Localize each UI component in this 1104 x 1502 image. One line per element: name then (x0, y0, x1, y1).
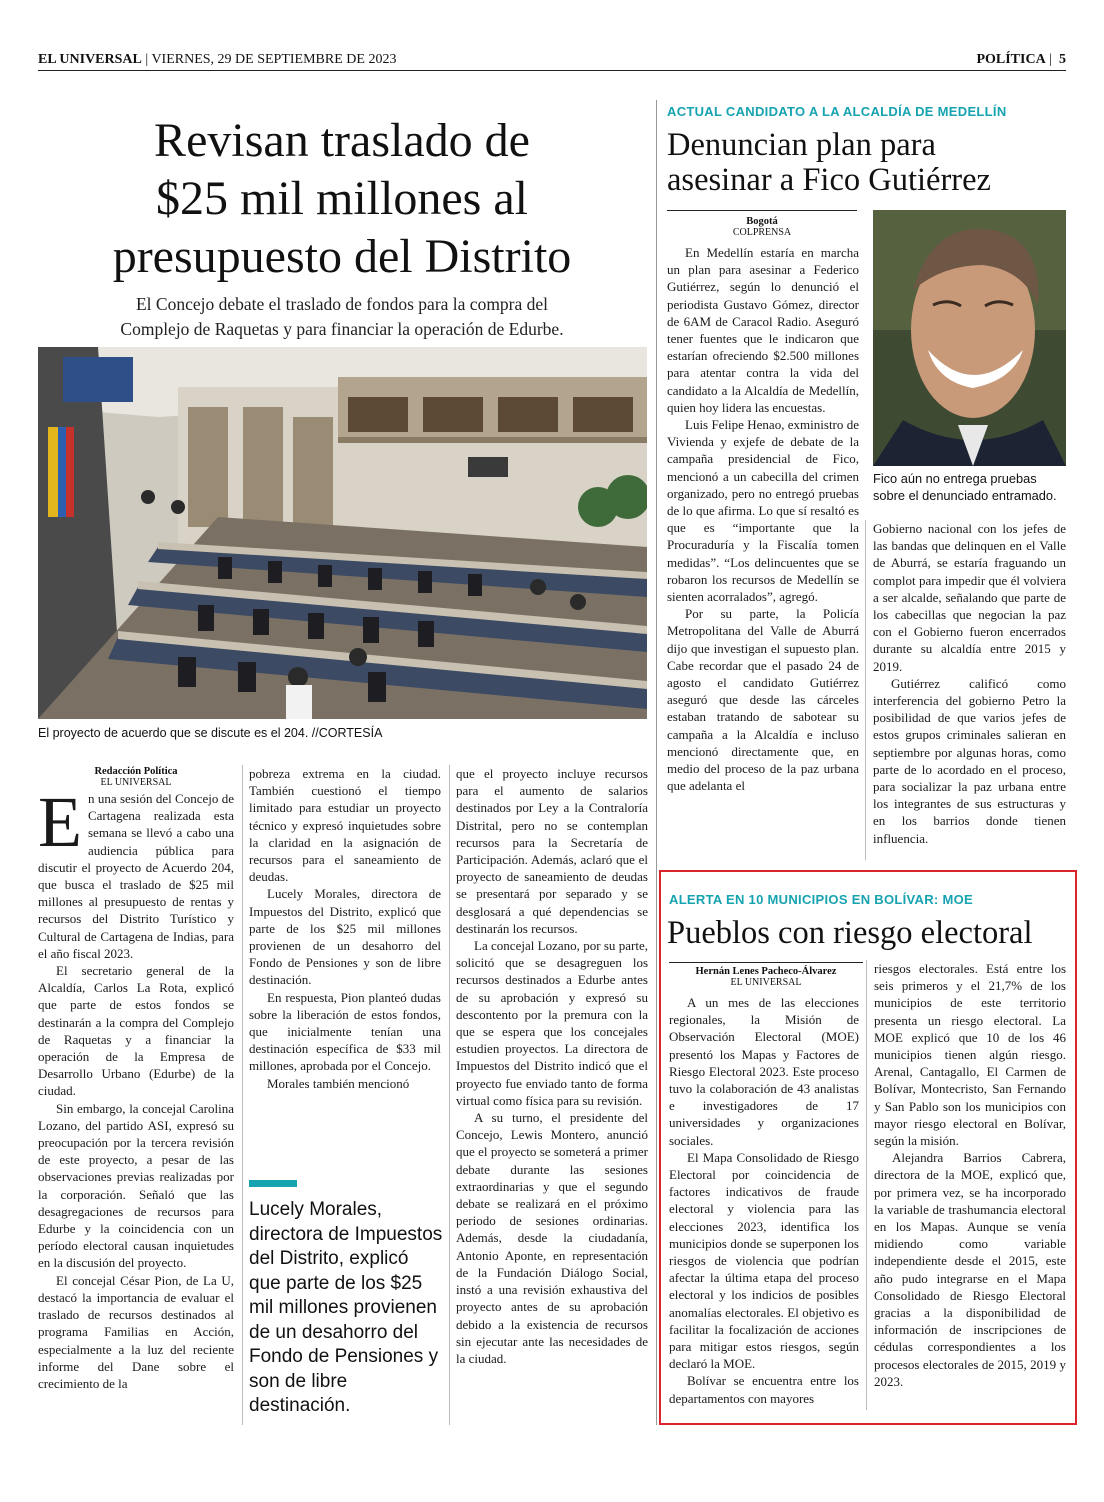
page-header-right: POLÍTICA | 5 (976, 52, 1066, 67)
paragraph: La concejal Lozano, por su parte, solicitó que se desagreguen los recursos destinados a Edurbe antes de su aprobación y expresó su descontento por la premura con la que se espera que los concejales estudien proyectos. La directora de Impuestos del Distrito indicó que el proyecto fue enviado tanto de forma virtual como física para su revisión. (456, 938, 648, 1108)
moe-column-2 (874, 960, 1066, 1390)
paragraph: El secretario general de la Alcaldía, Carlos La Rota, explicó que parte de estos fondos se destinarán a la compra del Complejo de Raquetas y a financiar la operación de la Empresa de Desarrollo Urbano (Edurbe) de la ciudad. (38, 963, 234, 1099)
paragraph: El concejal César Pion, de La U, destacó la importancia de evaluar el traslado de recursos destinados al programa Familias en Acción, especialmente a la luz del reciente informe del Dane sobre el crecimiento de la (38, 1272, 234, 1391)
council-chamber-photo (38, 347, 647, 719)
paragraph: Bolívar se encuentra entre los departamentos con mayores (669, 1373, 859, 1406)
fico-headline-line: asesinar a Fico Gutiérrez (667, 162, 991, 198)
paragraph: El Mapa Consolidado de Riesgo Electoral por coincidencia de factores indicativos de fraude electoral y violencia para las elecciones 2023, identifica los municipios donde se superponen los riesgos de violencia que podrían afectar la última etapa del proceso electoral y los indicios de posibles anomalías electorales. El objetivo es facilitar la focalización de acciones para mitigar estos riesgos, según declaró la MOE. (669, 1149, 859, 1372)
column-rule (865, 520, 866, 860)
main-headline-line: $25 mil millones al (156, 172, 528, 225)
moe-byline-rule (669, 962, 863, 963)
paragraph: que el proyecto incluye recursos para el aumento de salarios destinados por Ley a la Contraloría Distrital, pero no se contemplan recursos para la Secretaría de Participación. Además, aclaró que el proyecto de saneamiento de deudas se presentará por separado y se desglosará a qué dependencias se destinarán los recursos. (456, 766, 648, 936)
fico-column-1 (667, 244, 859, 795)
byline-name: Hernán Lenes Pacheco-Álvarez (695, 966, 837, 977)
main-photo-caption (38, 725, 647, 742)
paragraph: riesgos electorales. Está entre los seis primeros y el 21,7% de los municipios de este territorio presenta un riesgo electoral. La MOE explicó que 10 de los 46 municipios tienen algún riesgo. Arenal, Cantagallo, El Carmen de Bolívar, Montecristo, San Fernando y San Pablo son los municipios con mayor riesgo electoral en Bolívar, según la misión. (874, 961, 1066, 1149)
paragraph: pobreza extrema en la ciudad. También cuestionó el tiempo limitado para estudiar un proyecto técnico y expresó inquietudes sobre la claridad en la asignación de recursos para el saneamiento de deudas. (249, 766, 441, 885)
fico-column-2 (873, 520, 1066, 847)
section-divider (656, 100, 657, 1425)
byline-org: EL UNIVERSAL (730, 977, 802, 988)
paragraph: A su turno, el presidente del Concejo, Lewis Montero, anunció que el proyecto se someterá a primer debate durante las sesiones extraordinarias y que el segundo debate se realizará en el próximo periodo de sesiones ordinarias. Además, desde la ciudadanía, Antonio Aponte, en representación de la Fundación Diálogo Social, instó a una revisión exhaustiva del proyecto antes de su aprobación debido a la existencia de recursos sin ejecutar ante las necesidades de la ciudad. (456, 1110, 648, 1366)
column-rule (449, 765, 450, 1425)
fico-portrait-illustration (873, 210, 1066, 466)
dropcap: E (38, 782, 82, 862)
moe-kicker: ALERTA EN 10 MUNICIPIOS EN BOLÍVAR: MOE (669, 892, 973, 907)
fico-portrait-photo (873, 210, 1066, 466)
main-headline (38, 112, 646, 286)
council-chamber-illustration (38, 347, 647, 719)
caption-text: El proyecto de acuerdo que se discute es el 204. (38, 726, 309, 740)
main-deck-line: Complejo de Raquetas y para financiar la operación de Edurbe. (120, 319, 564, 339)
fico-photo-caption: Fico aún no entrega pruebas sobre el denunciado entramado. (873, 471, 1057, 503)
pull-quote-accent (249, 1180, 297, 1187)
main-deck-line: El Concejo debate el traslado de fondos para la compra del (135, 294, 549, 314)
main-column-2 (249, 765, 441, 1092)
fico-byline-rule (667, 210, 857, 211)
paragraph: Lucely Morales, directora de Impuestos del Distrito, explicó que parte de los $25 mil millones provienen de un desahorro del Fondo de Pensiones y son de libre destinación. (249, 886, 441, 988)
paragraph: n una sesión del Concejo de Cartagena realizada esta semana se llevó a cabo una audiencia pública para discutir el proyecto de Acuerdo 204, que busca el traslado de $25 mil millones al presupuesto de rentas y recursos del Distrito Turístico y Cultural de Cartagena de Indias, para el año fiscal 2023. (38, 791, 234, 961)
section-name: POLÍTICA (976, 52, 1046, 67)
moe-headline: Pueblos con riesgo electoral (667, 915, 1033, 951)
main-headline-line: presupuesto del Distrito (112, 230, 572, 283)
paragraph: Gobierno nacional con los jefes de las bandas que delinquen en el Valle de Aburrá, se estaría fraguando un complot para impedir que él volviera a ser alcalde, señalando que parte de los cabecillas que negocian la paz con el Gobierno fueron encerrados durante su alcaldía entre 2015 y 2019. (873, 521, 1066, 674)
paragraph: Alejandra Barrios Cabrera, directora de la MOE, explicó que, por primera vez, se ha incorporado la variable de trashumancia electoral en los Mapas. Aunque se venía midiendo como variable independiente desde el 2015, este año pudo integrarse en el Mapa Consolidado de Riesgo Electoral gracias a la disponibilidad de información de inscripciones de cédulas correspondientes a los procesos electorales de 2015, 2019 y 2023. (874, 1150, 1066, 1389)
fico-kicker: ACTUAL CANDIDATO A LA ALCALDÍA DE MEDELLÍN (667, 104, 1007, 119)
main-headline-line: Revisan traslado de (154, 114, 530, 167)
paragraph: Sin embargo, la concejal Carolina Lozano, del partido ASI, expresó su preocupación por la tercera revisión de este proyecto, a pesar de las observaciones previas realizadas por la corporación. Señaló que las desagregaciones de recursos para Edurbe y la coincidencia con un período electoral causan inquietudes en la discusión del proyecto. (38, 1100, 234, 1271)
paragraph: Morales también mencionó (267, 1075, 410, 1091)
page-header-left: EL UNIVERSAL | VIERNES, 29 DE SEPTIEMBRE DE 2023 (38, 52, 397, 67)
paragraph: Luis Felipe Henao, exministro de Vivienda y exjefe de debate de la campaña presidencial de Fico, mencionó a un cabecilla del crimen organizado, pero no entregó pruebas de lo que afirma. Lo que sí resaltó es que es “importante que la Procuraduría y la Fiscalía tomen medidas”. “Los delincuentes que se robaron los recursos de Medellín se sienten acorralados”, agregó. (667, 417, 859, 605)
byline-name: Redacción Política (94, 766, 178, 777)
main-column-3 (456, 765, 648, 1367)
main-deck (38, 292, 646, 342)
moe-column-1 (669, 994, 859, 1407)
paragraph: Gutiérrez calificó como interferencia del gobierno Petro la posibilidad de que varios jefes de estos grupos criminales salieran en septiembre por algunas horas, como parte de lo acordado en el proceso, para socializar la paz urbana entre los integrantes de sus estructuras y en los barrios donde tienen influencia. (873, 675, 1066, 846)
column-rule (242, 765, 243, 1425)
page-number: 5 (1059, 52, 1066, 67)
issue-date: VIERNES, 29 DE SEPTIEMBRE DE 2023 (151, 52, 397, 67)
header-rule (38, 70, 1066, 71)
paragraph: A un mes de las elecciones regionales, la Misión de Observación Electoral (MOE) presentó los Mapas y Factores de Riesgo Electoral 2023. Este proceso tuvo la colaboración de 43 analistas e investigadores de 17 universidades y organizaciones sociales. (669, 995, 859, 1148)
pull-quote: Lucely Morales, directora de Impuestos del Distrito, explicó que parte de los $25 mil millones provienen de un desahorro del Fondo de Pensiones y son de libre destinación. (249, 1199, 443, 1416)
column-rule (866, 960, 867, 1410)
paragraph: En Medellín estaría en marcha un plan para asesinar a Federico Gutiérrez, según lo denunció el periodista Gustavo Gómez, director de 6AM de Caracol Radio. Aseguró tener fuentes que le indicaron que estarían ofreciendo $2.500 millones para atentar contra la vida del candidato a la Alcaldía de Medellín, quien hoy lidera las encuestas. (667, 245, 859, 415)
paragraph: En respuesta, Pion planteó dudas sobre la liberación de estos fondos, que inicialmente tenían una destinación específica de $33 mil millones, aprobada por el Concejo. (249, 989, 441, 1074)
byline-org: COLPRENSA (732, 227, 792, 238)
byline-city: Bogotá (746, 216, 778, 227)
fico-byline (667, 216, 857, 238)
fico-headline (667, 128, 1067, 198)
fico-headline-line: Denuncian plan para (667, 127, 936, 163)
byline-org: EL UNIVERSAL (100, 777, 172, 788)
paper-name: EL UNIVERSAL (38, 52, 142, 67)
paragraph: Por su parte, la Policía Metropolitana del Valle de Aburrá dijo que investigan el supuesto plan. Cabe recordar que el pasado 24 de agosto el candidato Gutiérrez aseguró que desde las cárceles estaban tratando de sabotear su campaña a la Alcaldía e incluso mencionó directamente que, en medio del proceso de la paz urbana que adelanta el (667, 606, 859, 794)
moe-byline (669, 966, 863, 988)
photo-credit: //CORTESÍA (311, 726, 383, 740)
